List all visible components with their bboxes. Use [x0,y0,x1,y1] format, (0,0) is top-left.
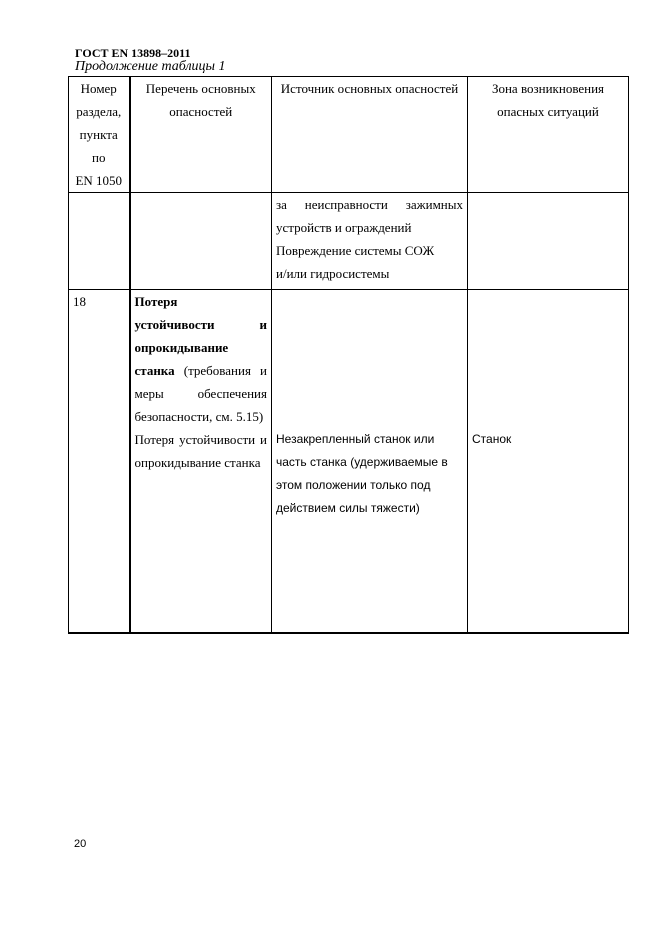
hazards-table [68,76,629,634]
cell-zone [468,193,629,290]
header-hazards-list: Перечень основных опасностей [130,77,272,193]
cell-hazard [130,193,272,290]
document-code: ГОСТ EN 13898–2011 [75,46,191,60]
cell-number: 18 [69,290,130,634]
header-section-number: Номер раздела, пункта по EN 1050 [69,77,130,193]
header-hazard-zone: Зона возникновения опасных ситуаций [468,77,629,193]
cell-hazard: Потеря устойчивости и опрокидывание станка (требования и меры обеспечения безопасности, см. 5.15) Потеря устойчивости и опрокидывание станка [130,290,272,634]
cell-source: за неисправности зажимных устройств и ограждений Повреждение системы СОЖ и/или гидросистемы [272,193,468,290]
cell-number [69,193,130,290]
table-row [69,290,629,634]
table-row [69,193,629,290]
cell-source: Незакрепленный станок или часть станка (удерживаемые в этом положении только под действием силы тяжести) [272,290,468,634]
table-header-row [69,77,629,193]
header-hazard-source: Источник основных опасностей [272,77,468,193]
cell-zone: Станок [468,290,629,634]
page-number: 20 [74,838,87,850]
table-caption: Продолжение таблицы 1 [75,59,226,74]
